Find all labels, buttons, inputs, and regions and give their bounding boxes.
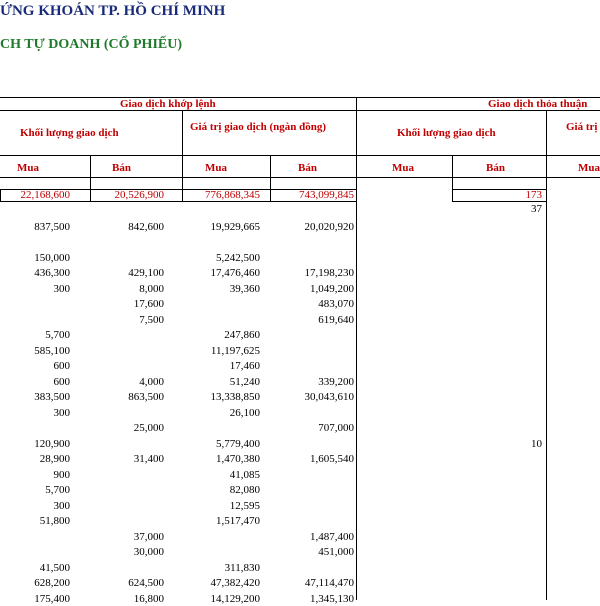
buy-neg-value-header: Mua — [578, 162, 600, 174]
row-buy-volume-cell: 900 — [53, 469, 70, 481]
row-buy-value-cell: 47,382,420 — [210, 577, 260, 589]
volume-negotiated-header: Khối lượng giao dịch — [397, 127, 496, 139]
row-buy-value-cell: 311,830 — [224, 562, 260, 574]
row-buy-volume-cell: 600 — [53, 360, 70, 372]
row-buy-value-cell: 82,080 — [229, 484, 260, 496]
row-buy-volume-cell: 300 — [53, 500, 70, 512]
row-buy-volume-cell: 41,500 — [39, 562, 70, 574]
row-buy-value-cell: 19,929,665 — [210, 221, 260, 233]
total-buy-value-cell: 776,868,345 — [205, 189, 260, 201]
row-buy-volume-cell: 120,900 — [34, 438, 70, 450]
row-buy-volume-cell: 383,500 — [34, 391, 70, 403]
row-sell-value-cell: 451,000 — [318, 546, 354, 558]
row-sell-volume-cell: 7,500 — [139, 314, 164, 326]
matched-trading-header: Giao dịch khớp lệnh — [120, 98, 216, 110]
row-buy-value-cell: 1,517,470 — [216, 515, 260, 527]
row-sell-volume-cell: 25,000 — [133, 422, 164, 434]
row-buy-volume-cell: 300 — [53, 407, 70, 419]
total-sell-neg-volume-cell: 173 — [525, 189, 542, 201]
row-buy-value-cell: 1,470,380 — [216, 453, 260, 465]
neg-value-separator — [546, 110, 547, 600]
sell-volume-header: Bán — [112, 162, 131, 174]
row-sell-volume-cell: 624,500 — [128, 577, 164, 589]
row-buy-volume-cell: 51,800 — [39, 515, 70, 527]
row-sell-volume-cell: 16,800 — [133, 593, 164, 605]
row-buy-value-cell: 5,242,500 — [216, 252, 260, 264]
row-sell-value-cell: 1,049,200 — [310, 283, 354, 295]
row-buy-volume-cell: 175,400 — [34, 593, 70, 605]
row-sell-value-cell: 1,605,540 — [310, 453, 354, 465]
row-sell-value-cell: 20,020,920 — [304, 221, 354, 233]
row-buy-volume-cell: 628,200 — [34, 577, 70, 589]
value-negotiated-header: Giá trị — [566, 121, 598, 133]
negotiated-trading-header: Giao dịch thỏa thuận — [488, 98, 588, 110]
report-title-exchange: ỨNG KHOÁN TP. HỒ CHÍ MINH — [0, 3, 226, 19]
volume-header: Khối lượng giao dịch — [20, 127, 119, 139]
row-buy-volume-cell: 150,000 — [34, 252, 70, 264]
row-sell-volume-cell: 8,000 — [139, 283, 164, 295]
row-buy-value-cell: 17,460 — [229, 360, 260, 372]
row-sell-value-cell: 707,000 — [318, 422, 354, 434]
row-buy-volume-cell: 300 — [53, 283, 70, 295]
sell-value-header: Bán — [298, 162, 317, 174]
buy-volume-header: Mua — [17, 162, 39, 174]
row-buy-volume-cell: 600 — [53, 376, 70, 388]
group-header-divider — [0, 110, 600, 111]
row-sell-volume-cell: 37,000 — [133, 531, 164, 543]
row-sell-neg-volume-cell: 37 — [531, 203, 542, 215]
row-buy-value-cell: 247,860 — [224, 329, 260, 341]
row-sell-value-cell: 339,200 — [318, 376, 354, 388]
report-title-proprietary: CH TỰ DOANH (CỔ PHIẾU) — [0, 37, 182, 52]
row-sell-value-cell: 17,198,230 — [304, 267, 354, 279]
row-sell-volume-cell: 429,100 — [128, 267, 164, 279]
row-sell-neg-volume-cell: 10 — [531, 438, 542, 450]
row-sell-volume-cell: 17,600 — [133, 298, 164, 310]
row-buy-volume-cell: 436,300 — [34, 267, 70, 279]
row-buy-value-cell: 13,338,850 — [210, 391, 260, 403]
row-buy-volume-cell: 28,900 — [39, 453, 70, 465]
row-buy-value-cell: 41,085 — [229, 469, 260, 481]
buy-neg-volume-header: Mua — [392, 162, 414, 174]
row-buy-value-cell: 12,595 — [229, 500, 260, 512]
row-buy-value-cell: 14,129,200 — [210, 593, 260, 605]
total-sell-volume-cell: 20,526,900 — [114, 189, 164, 201]
row-buy-volume-cell: 585,100 — [34, 345, 70, 357]
row-sell-value-cell: 619,640 — [318, 314, 354, 326]
row-sell-volume-cell: 842,600 — [128, 221, 164, 233]
row-buy-volume-cell: 5,700 — [45, 484, 70, 496]
buy-value-header: Mua — [205, 162, 227, 174]
row-sell-volume-cell: 31,400 — [133, 453, 164, 465]
row-sell-value-cell: 30,043,610 — [304, 391, 354, 403]
row-sell-value-cell: 47,114,470 — [304, 577, 354, 589]
value-header: Giá trị giao dịch (ngàn đồng) — [190, 121, 326, 133]
row-sell-value-cell: 483,070 — [318, 298, 354, 310]
row-buy-value-cell: 39,360 — [229, 283, 260, 295]
group-separator-line — [356, 97, 357, 600]
sell-neg-volume-header: Bán — [486, 162, 505, 174]
row-sell-volume-cell: 30,000 — [133, 546, 164, 558]
row-buy-value-cell: 26,100 — [229, 407, 260, 419]
total-sell-value-cell: 743,099,845 — [299, 189, 354, 201]
row-buy-volume-cell: 5,700 — [45, 329, 70, 341]
row-sell-volume-cell: 4,000 — [139, 376, 164, 388]
row-buy-value-cell: 17,476,460 — [210, 267, 260, 279]
row-buy-value-cell: 51,240 — [229, 376, 260, 388]
row-sell-value-cell: 1,345,130 — [310, 593, 354, 605]
row-sell-volume-cell: 863,500 — [128, 391, 164, 403]
row-sell-value-cell: 1,487,400 — [310, 531, 354, 543]
row-buy-volume-cell: 837,500 — [34, 221, 70, 233]
row-buy-value-cell: 11,197,625 — [210, 345, 260, 357]
row-buy-value-cell: 5,779,400 — [216, 438, 260, 450]
total-buy-volume-cell: 22,168,600 — [20, 189, 70, 201]
